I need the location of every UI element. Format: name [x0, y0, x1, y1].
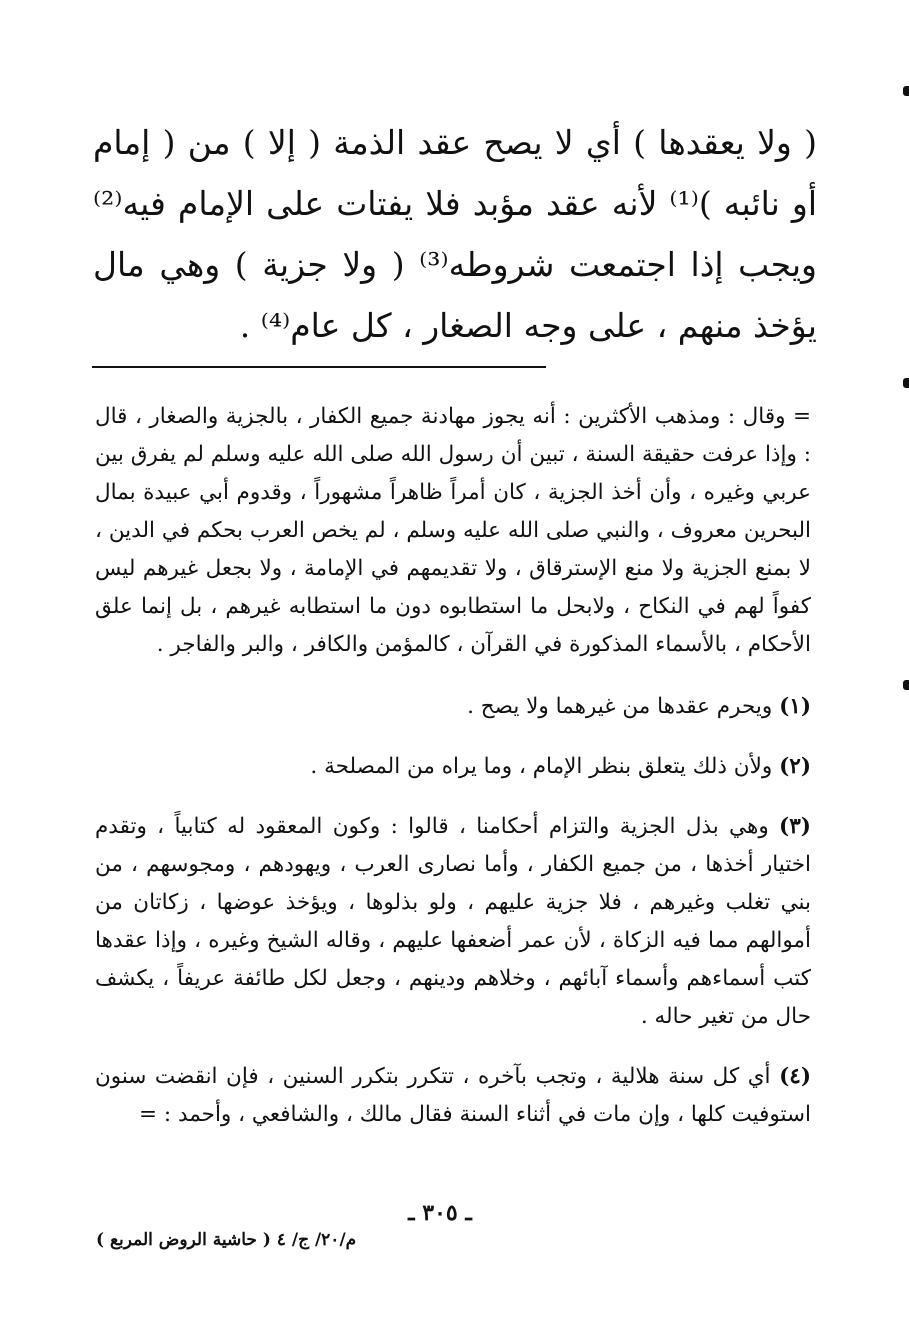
- binding-mark: [903, 378, 909, 388]
- page-number: ـ ٣٠٥ ـ: [408, 1200, 472, 1226]
- footnote-number: (٢): [779, 754, 811, 779]
- footnote-3: [95, 808, 811, 1036]
- footnote-number: (١): [779, 694, 811, 719]
- footnote-text: أي كل سنة هلالية ، وتجب بآخره ، تتكرر بتكرر السنين ، فإن انقضت سنون استوفيت كلها ، وإن مات في أثناء السنة فقال مالك ، والشافعي ، وأحمد : =: [95, 1064, 811, 1127]
- footnote-text: وهي بذل الجزية والتزام أحكامنا ، قالوا : وكون المعقود له كتابياً ، وتقدم اختيار أخذها ، من جميع الكفار ، وأما نصارى العرب ، ويهودهم ، ومجوسهم ، من بني تغلب وغيرهم ، فلا جزية عليهم ، ولو بذلوها ، ويؤخذ عوضها ، زكاتان من أموالهم مما فيه الزكاة ، لأن عمر أضعفها عليهم ، وقاله الشيخ وغيره ، وإذا عقدها كتب أسماءهم وأسماء آبائهم ، وخلاهم ودينهم ، وجعل لكل طائفة عريفاً ، يكشف حال من تغير حاله .: [95, 814, 811, 1029]
- binding-mark: [903, 86, 909, 96]
- footnote-continuation: = وقال : ومذهب الأكثرين : أنه يجوز مهادنة جميع الكفار ، بالجزية والصغار ، قال : وإذا عرفت حقيقة السنة ، تبين أن رسول الله صلى الله عليه وسلم لم يفرق بين عربي وغيره ، وأن أخذ الجزية ، كان أمراً ظاهراً مشهوراً ، وقدوم أبي عبيدة بمال البحرين معروف ، والنبي صلى الله عليه وسلم ، لم يخص العرب بحكم في الدين ، لا بمنع الجزية ولا منع الإسترقاق ، ولا تقديمهم في الإمامة ، ولا بجعل غيرهم ليس كفواً لهم في النكاح ، ولابحل ما استطابوه دون ما استطابه غيرهم ، بل إنما علق الأحكام ، بالأسماء المذكورة في القرآن ، كالمؤمن والكافر ، والبر والفاجر .: [95, 404, 811, 657]
- footnote-2: [95, 748, 811, 786]
- footnote-text: ويحرم عقدها من غيرهما ولا يصح .: [467, 694, 773, 719]
- main-text-block: [93, 112, 817, 356]
- footnote-text: ولأن ذلك يتعلق بنظر الإمام ، وما يراه من المصلحة .: [310, 754, 773, 779]
- binding-mark: [903, 680, 909, 690]
- footnotes-block: [95, 398, 811, 1156]
- main-paragraph: ( ولا يعقدها ) أي لا يصح عقد الذمة ( إلا ) من ( إمام أو نائبه )⁽¹⁾ لأنه عقد مؤبد فلا يفتات على الإمام فيه⁽²⁾ ويجب إذا اجتمعت شروطه⁽³⁾ ( ولا جزية ) وهي مال يؤخذ منهم ، على وجه الصغار ، كل عام⁽⁴⁾ .: [93, 123, 817, 345]
- footnote-1: [95, 688, 811, 726]
- footnote-4: [95, 1058, 811, 1134]
- footnote-number: (٤): [779, 1064, 812, 1089]
- footnote-number: (٣): [779, 814, 811, 839]
- footnote-separator-rule: [92, 366, 546, 368]
- book-reference: م/٢٠/ ج/ ٤ ( حاشية الروض المربع ): [96, 1230, 357, 1250]
